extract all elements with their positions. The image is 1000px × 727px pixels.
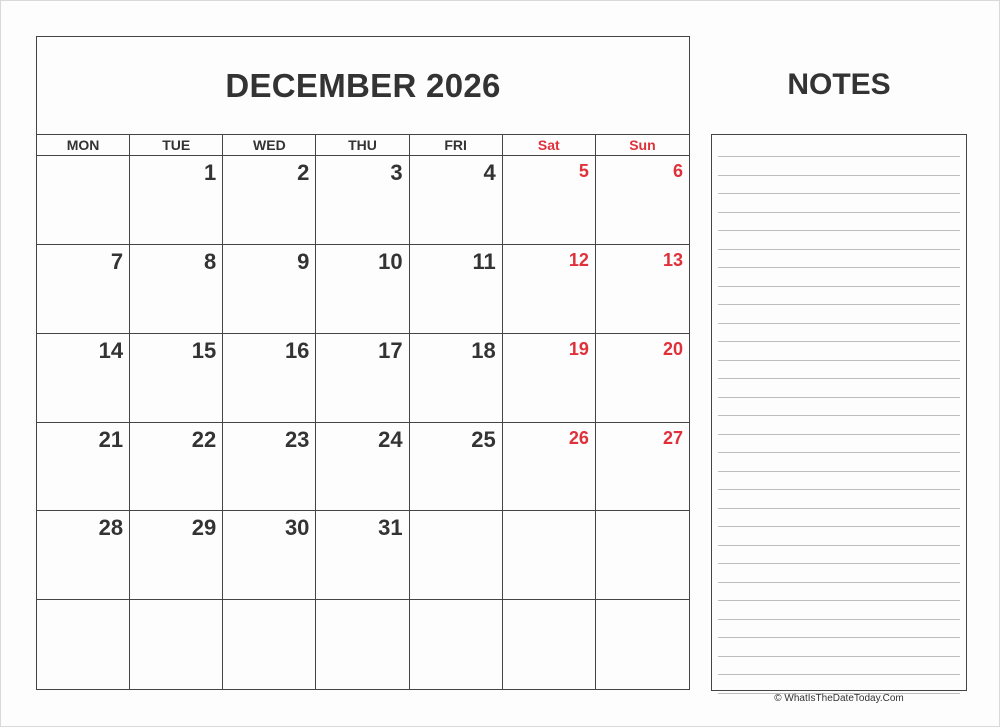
day-number: 30 [284, 515, 310, 541]
note-line [718, 563, 960, 564]
day-cell [503, 600, 596, 689]
day-number: 10 [378, 248, 403, 274]
day-number: 8 [204, 248, 217, 274]
day-number: 7 [110, 248, 124, 274]
month-calendar [36, 36, 690, 690]
day-number: 4 [483, 160, 496, 185]
day-cell [410, 156, 503, 245]
day-cell [410, 600, 503, 689]
day-number: 27 [662, 427, 683, 448]
day-number: 12 [568, 249, 589, 270]
day-number: 29 [191, 515, 217, 541]
note-line [718, 471, 960, 472]
day-cell [223, 245, 316, 334]
day-number: 23 [284, 426, 310, 452]
note-line [718, 637, 960, 638]
day-cell [596, 423, 689, 512]
weekday-wed: WED [223, 135, 316, 155]
day-number: 15 [191, 337, 217, 363]
day-cell [130, 511, 223, 600]
weekday-header-row [37, 135, 689, 156]
days-grid [37, 156, 689, 689]
note-line [718, 508, 960, 509]
day-cell [596, 156, 689, 245]
day-cell [316, 334, 409, 423]
note-line [718, 545, 960, 546]
day-cell [37, 511, 130, 600]
note-line [718, 230, 960, 231]
day-number: 14 [98, 337, 124, 363]
day-number: 25 [471, 426, 496, 452]
day-cell [316, 423, 409, 512]
note-line [718, 452, 960, 453]
day-number: 18 [471, 337, 496, 363]
day-number: 1 [204, 160, 217, 185]
day-cell [410, 511, 503, 600]
weekday-fri: FRI [410, 135, 503, 155]
note-line [718, 360, 960, 361]
day-number: 5 [578, 161, 589, 181]
weekday-sun: Sun [629, 137, 656, 153]
day-cell [503, 156, 596, 245]
day-number: 19 [568, 338, 589, 359]
day-number: 22 [191, 426, 217, 452]
note-line [718, 175, 960, 176]
note-line [718, 286, 960, 287]
weekday-sat: Sat [503, 135, 596, 155]
weekday-tue: TUE [130, 135, 223, 155]
day-cell [503, 334, 596, 423]
day-cell [410, 245, 503, 334]
note-line [718, 267, 960, 268]
note-line [718, 193, 960, 194]
day-cell [596, 511, 689, 600]
note-line [718, 656, 960, 657]
note-line [718, 526, 960, 527]
day-cell [130, 245, 223, 334]
day-cell [37, 156, 130, 245]
day-number: 2 [297, 160, 310, 185]
day-number: 13 [662, 249, 683, 270]
note-line [718, 489, 960, 490]
day-cell [130, 600, 223, 689]
notes-title: NOTES [787, 68, 891, 101]
note-line [718, 341, 960, 342]
day-cell [316, 511, 409, 600]
note-line [718, 378, 960, 379]
day-number: 11 [472, 248, 496, 274]
note-line [718, 156, 960, 157]
day-number: 16 [284, 337, 310, 363]
note-line [718, 434, 960, 435]
note-line [718, 212, 960, 213]
day-number: 6 [672, 161, 683, 181]
day-cell [596, 600, 689, 689]
day-cell [410, 334, 503, 423]
day-cell [503, 511, 596, 600]
month-title: DECEMBER 2026 [37, 37, 689, 135]
day-cell [223, 600, 316, 689]
day-cell [316, 245, 409, 334]
day-cell [130, 334, 223, 423]
day-number: 21 [98, 426, 124, 452]
day-cell [223, 334, 316, 423]
note-line [718, 619, 960, 620]
notes-box [711, 134, 967, 691]
weekday-mon: MON [37, 135, 130, 155]
day-number: 24 [378, 426, 403, 452]
note-line [718, 304, 960, 305]
note-line [718, 397, 960, 398]
footer-credit: © WhatIsTheDateToday.Com [774, 693, 904, 704]
day-cell [316, 600, 409, 689]
day-cell [130, 156, 223, 245]
day-number: 31 [378, 515, 403, 541]
note-line [718, 323, 960, 324]
day-number: 28 [98, 515, 124, 541]
day-number: 3 [390, 160, 403, 185]
note-line [718, 674, 960, 675]
day-cell [316, 156, 409, 245]
day-number: 20 [662, 338, 683, 359]
day-cell [503, 423, 596, 512]
day-number: 26 [568, 427, 589, 448]
day-cell [596, 334, 689, 423]
weekday-thu: THU [316, 135, 409, 155]
day-cell [596, 245, 689, 334]
day-number: 9 [297, 248, 310, 274]
day-number: 17 [378, 337, 403, 363]
day-cell [130, 423, 223, 512]
note-line [718, 415, 960, 416]
note-line [718, 600, 960, 601]
day-cell [223, 511, 316, 600]
day-cell [37, 423, 130, 512]
day-cell [410, 423, 503, 512]
day-cell [503, 245, 596, 334]
note-line [718, 582, 960, 583]
day-cell [223, 423, 316, 512]
day-cell [37, 245, 130, 334]
day-cell [37, 600, 130, 689]
day-cell [223, 156, 316, 245]
day-cell [37, 334, 130, 423]
note-line [718, 249, 960, 250]
